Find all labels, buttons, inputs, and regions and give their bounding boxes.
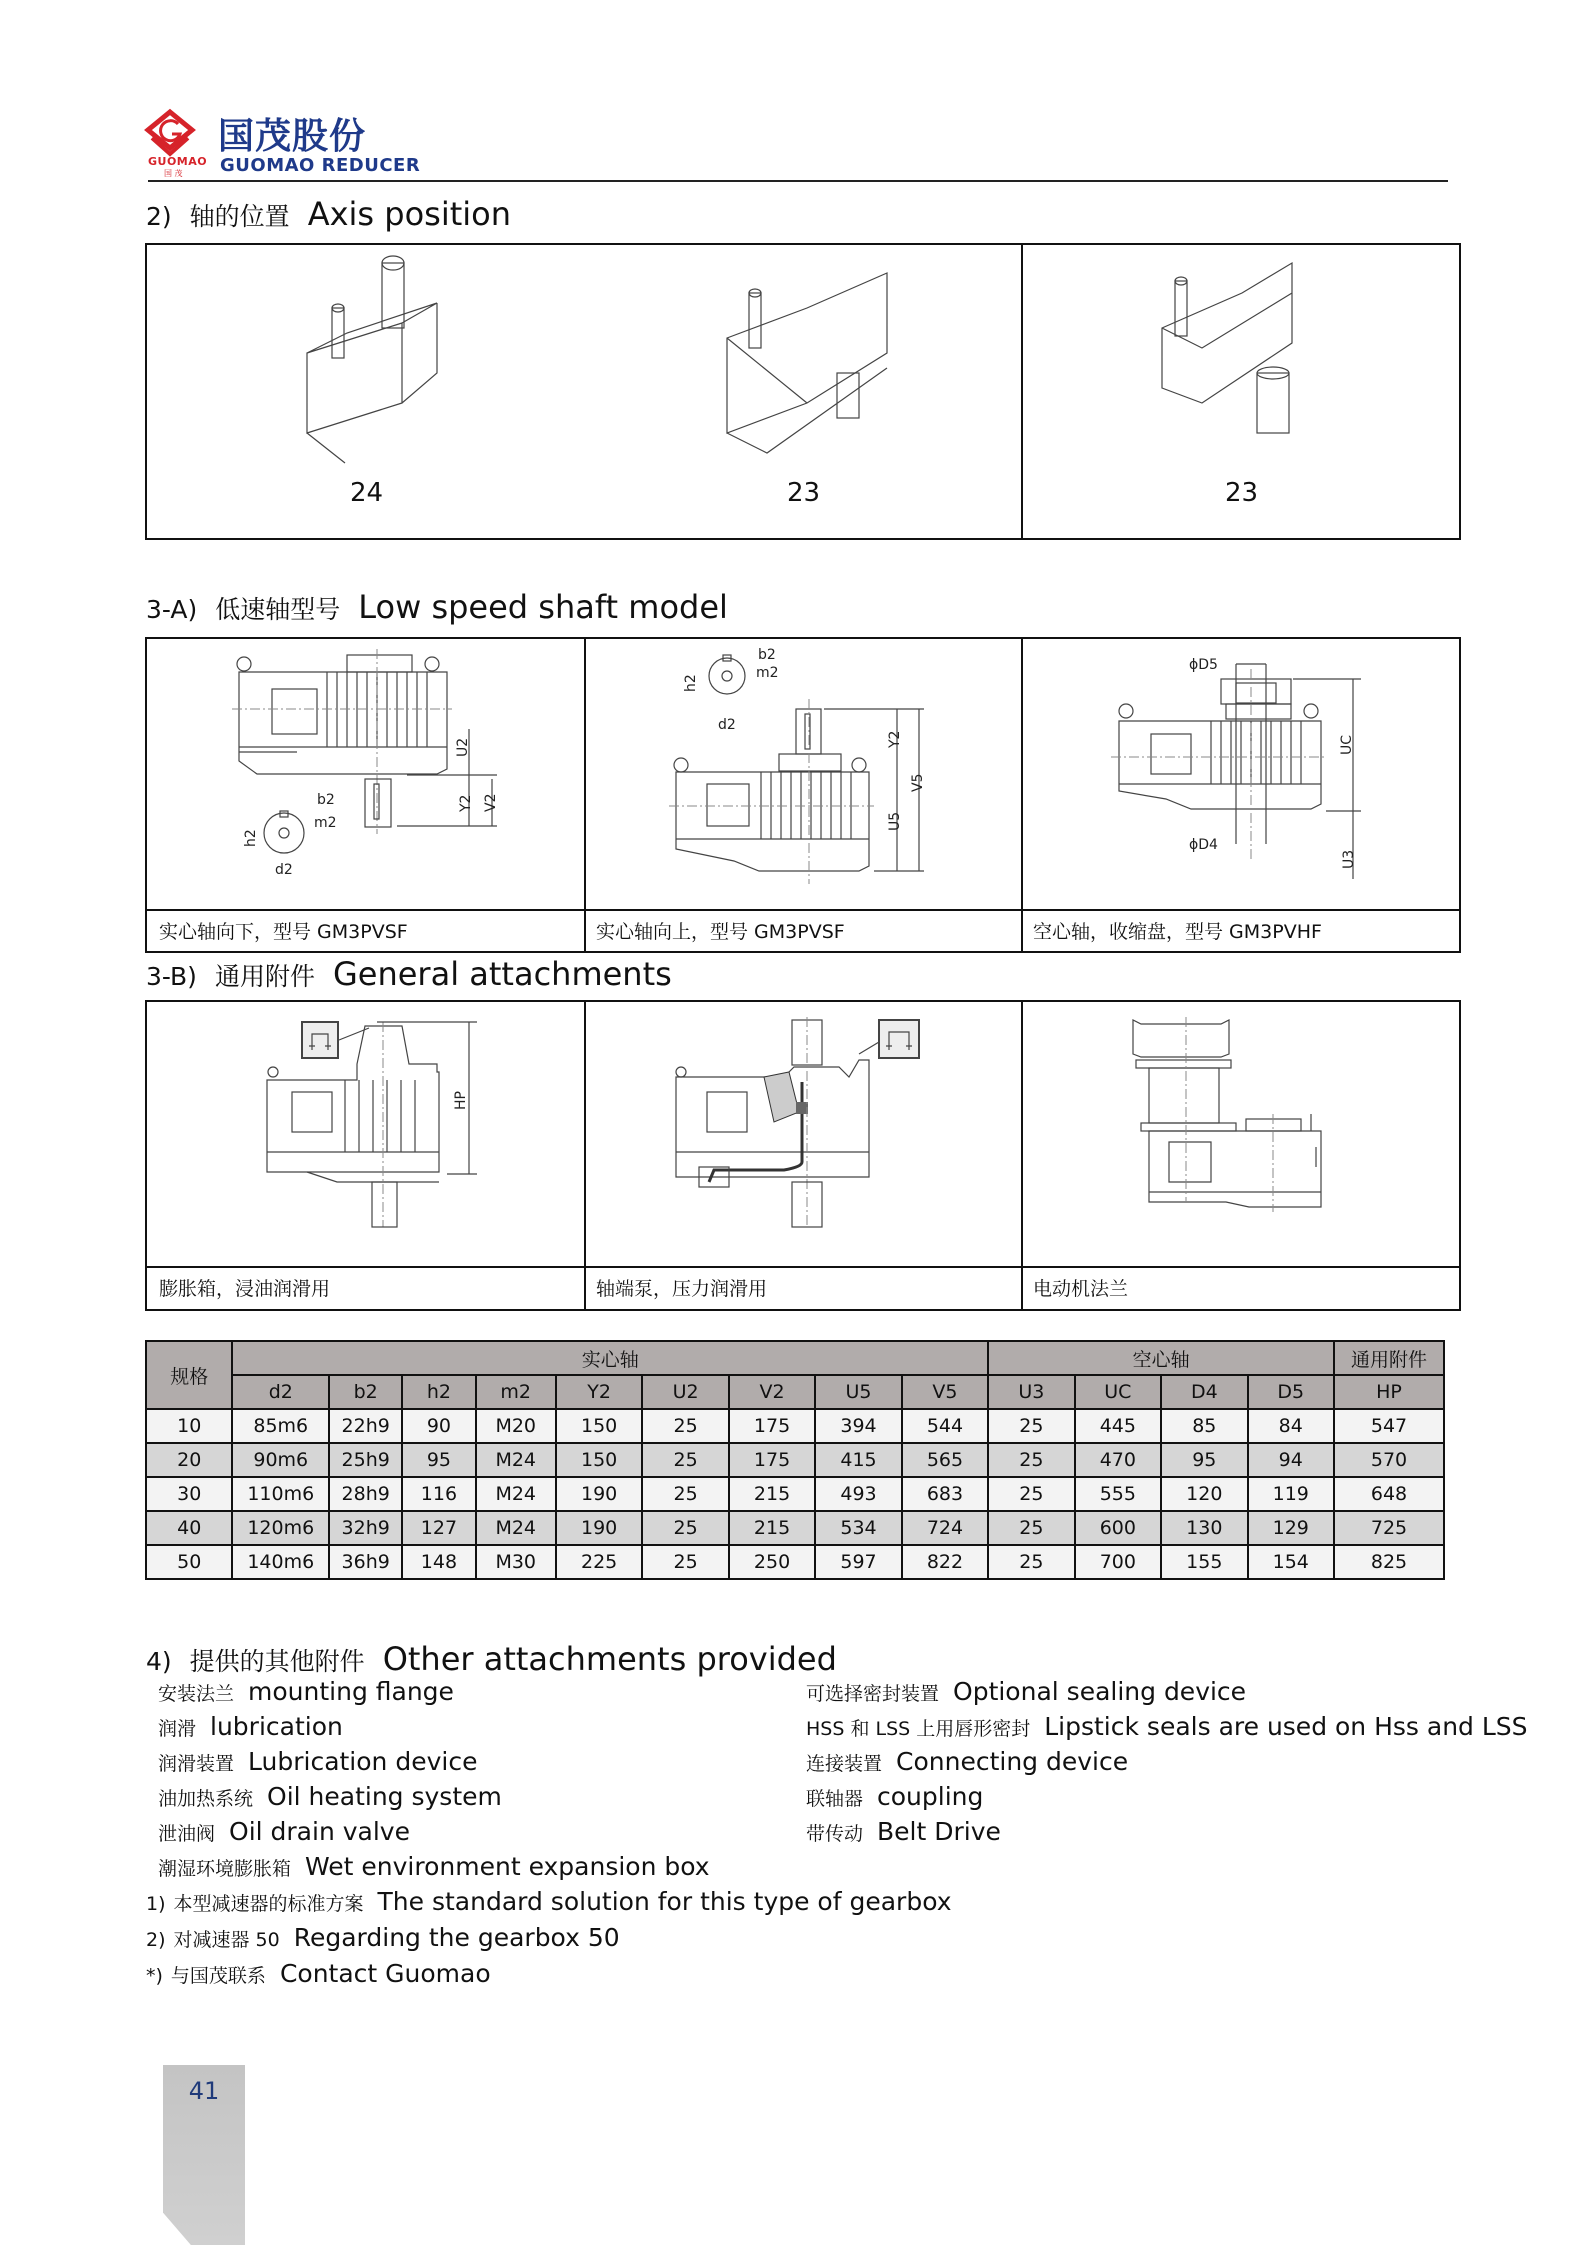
- table-cell: 148: [402, 1545, 475, 1579]
- table-cell: 544: [902, 1409, 988, 1443]
- attachment-item: [806, 1677, 1246, 1706]
- item-cn: 安装法兰: [158, 1683, 235, 1705]
- svg-text:U5: U5: [887, 811, 903, 831]
- attachment-item: [158, 1712, 343, 1741]
- attachment-item: [158, 1747, 477, 1776]
- table-cell: 32h9: [329, 1511, 402, 1545]
- table-cell: 25: [642, 1545, 728, 1579]
- table-cell: 36h9: [329, 1545, 402, 1579]
- attachment-caption: 膨胀箱，浸油润滑用: [159, 1278, 331, 1300]
- table-cell: 150: [556, 1409, 642, 1443]
- axis-position-label: 24: [350, 478, 384, 508]
- table-cell: 25: [988, 1443, 1074, 1477]
- table-cell: M30: [476, 1545, 556, 1579]
- hollow-shaft-drawing: [1021, 639, 1461, 904]
- table-cell: 724: [902, 1511, 988, 1545]
- table-cell: 90: [402, 1409, 475, 1443]
- table-cell: 175: [729, 1409, 815, 1443]
- item-en: Belt Drive: [877, 1817, 1001, 1846]
- table-cell: 129: [1248, 1511, 1334, 1545]
- section-title-cn: 轴的位置: [189, 202, 290, 231]
- section-title-cn: 提供的其他附件: [189, 1647, 365, 1676]
- table-cell: 250: [729, 1545, 815, 1579]
- svg-text:V2: V2: [483, 793, 499, 812]
- item-cn: 潮湿环境膨胀箱: [158, 1858, 292, 1880]
- table-cell: 470: [1075, 1443, 1161, 1477]
- column-header: UC: [1075, 1375, 1161, 1409]
- shaft-caption: 实心轴向上，型号 GM3PVSF: [596, 921, 845, 943]
- svg-text:h2: h2: [243, 829, 259, 847]
- svg-text:Y2: Y2: [458, 794, 474, 812]
- table-cell: 825: [1334, 1545, 1444, 1579]
- general-attachments-panel: [145, 1000, 1461, 1311]
- item-cn: 油加热系统: [158, 1788, 254, 1810]
- axis-position-label: 23: [787, 478, 821, 508]
- table-corner-header: 规格: [146, 1341, 232, 1409]
- table-cell: 570: [1334, 1443, 1444, 1477]
- svg-text:ϕD4: ϕD4: [1189, 837, 1218, 853]
- svg-text:Y2: Y2: [887, 730, 903, 748]
- column-header: V2: [729, 1375, 815, 1409]
- table-cell: 130: [1161, 1511, 1247, 1545]
- column-header: h2: [402, 1375, 475, 1409]
- attachment-item: [806, 1747, 1128, 1776]
- table-cell: 120m6: [232, 1511, 329, 1545]
- item-cn: 带传动: [806, 1823, 864, 1845]
- column-header: U3: [988, 1375, 1074, 1409]
- note-mark: *): [146, 1965, 163, 1987]
- axis-position-panel: [145, 243, 1461, 540]
- brand-name-en: GUOMAO REDUCER: [220, 155, 421, 176]
- shaft-caption: 实心轴向下，型号 GM3PVSF: [159, 921, 408, 943]
- table-cell: 22h9: [329, 1409, 402, 1443]
- spec-table-body: [146, 1409, 1444, 1579]
- section-title-cn: 低速轴型号: [215, 595, 341, 624]
- section-number: 4): [146, 1647, 172, 1676]
- gearbox-axis-23-drawing: [707, 253, 927, 473]
- header-divider: [148, 180, 1448, 182]
- attachment-item: [806, 1712, 1528, 1741]
- svg-text:b2: b2: [317, 792, 335, 808]
- table-cell: 547: [1334, 1409, 1444, 1443]
- item-cn: 连接装置: [806, 1753, 883, 1775]
- table-cell: 25: [988, 1409, 1074, 1443]
- svg-text:U2: U2: [455, 737, 471, 757]
- item-cn: 泄油阀: [158, 1823, 216, 1845]
- item-en: lubrication: [210, 1712, 343, 1741]
- attachment-item: [146, 1959, 491, 1988]
- item-en: Optional sealing device: [953, 1677, 1247, 1706]
- table-row: [146, 1477, 1444, 1511]
- shaft-caption: 空心轴，收缩盘，型号 GM3PVHF: [1033, 921, 1322, 943]
- svg-text:UC: UC: [1339, 734, 1355, 755]
- section-title-other-attachments: [146, 1640, 837, 1678]
- table-cell: 85: [1161, 1409, 1247, 1443]
- gearbox-axis-23b-drawing: [1142, 253, 1362, 483]
- column-header: D4: [1161, 1375, 1247, 1409]
- attachment-item: [158, 1677, 454, 1706]
- note-mark: 1): [146, 1893, 166, 1915]
- item-en: coupling: [877, 1782, 984, 1811]
- shaft-down-drawing: [147, 639, 577, 904]
- divider: [147, 1266, 1459, 1268]
- column-header: D5: [1248, 1375, 1334, 1409]
- section-title-axis-position: [146, 195, 511, 233]
- table-cell: 110m6: [232, 1477, 329, 1511]
- table-cell: 155: [1161, 1545, 1247, 1579]
- hp-dimension-label: HP: [453, 1091, 469, 1110]
- table-cell: 28h9: [329, 1477, 402, 1511]
- note-mark: 2): [146, 1929, 166, 1951]
- attachment-item: [806, 1817, 1001, 1846]
- table-cell: 25: [988, 1545, 1074, 1579]
- size-cell: 20: [146, 1443, 232, 1477]
- table-row: [146, 1545, 1444, 1579]
- expansion-tank-drawing: [147, 1002, 577, 1262]
- item-cn: 润滑装置: [158, 1753, 235, 1775]
- table-cell: 116: [402, 1477, 475, 1511]
- table-cell: 700: [1075, 1545, 1161, 1579]
- shaft-end-pump-drawing: [584, 1002, 1014, 1262]
- column-header: U2: [642, 1375, 728, 1409]
- column-header: b2: [329, 1375, 402, 1409]
- item-cn: 与国茂联系: [170, 1965, 266, 1987]
- attachment-item: [158, 1782, 502, 1811]
- logo-small-text: 国 茂: [164, 169, 183, 178]
- table-cell: 25: [988, 1477, 1074, 1511]
- attachment-caption: 轴端泵，压力润滑用: [596, 1278, 768, 1300]
- table-cell: M24: [476, 1477, 556, 1511]
- table-cell: 140m6: [232, 1545, 329, 1579]
- table-cell: 445: [1075, 1409, 1161, 1443]
- section-number: 2): [146, 202, 172, 231]
- table-cell: 725: [1334, 1511, 1444, 1545]
- item-en: Regarding the gearbox 50: [293, 1923, 620, 1952]
- brand-logo: [148, 108, 448, 182]
- brand-name-cn: 国茂股份: [218, 116, 367, 157]
- table-cell: 25: [988, 1511, 1074, 1545]
- column-header: m2: [476, 1375, 556, 1409]
- table-cell: 84: [1248, 1409, 1334, 1443]
- table-cell: 415: [815, 1443, 901, 1477]
- item-cn: 对减速器 50: [173, 1929, 280, 1951]
- table-cell: 534: [815, 1511, 901, 1545]
- section-title-low-speed-shaft: [146, 588, 728, 626]
- item-en: Contact Guomao: [279, 1959, 491, 1988]
- attachment-item: [146, 1887, 952, 1916]
- item-en: mounting flange: [248, 1677, 454, 1706]
- group-header-solid-shaft: 实心轴: [232, 1341, 988, 1375]
- table-cell: 25h9: [329, 1443, 402, 1477]
- table-cell: 493: [815, 1477, 901, 1511]
- table-cell: 683: [902, 1477, 988, 1511]
- item-en: Lipstick seals are used on Hss and LSS: [1044, 1712, 1528, 1741]
- table-cell: 95: [402, 1443, 475, 1477]
- table-cell: 94: [1248, 1443, 1334, 1477]
- table-cell: 150: [556, 1443, 642, 1477]
- table-cell: 190: [556, 1477, 642, 1511]
- svg-text:h2: h2: [683, 674, 699, 692]
- table-cell: 85m6: [232, 1409, 329, 1443]
- svg-text:U3: U3: [1341, 849, 1357, 869]
- group-header-general-attachments: 通用附件: [1334, 1341, 1444, 1375]
- section-title-en: Low speed shaft model: [358, 588, 728, 626]
- table-cell: 120: [1161, 1477, 1247, 1511]
- section-title-en: Axis position: [307, 195, 511, 233]
- seal-detail-icon: [302, 1022, 338, 1058]
- column-header: U5: [815, 1375, 901, 1409]
- logo-text: GUOMAO: [148, 155, 208, 168]
- table-cell: 95: [1161, 1443, 1247, 1477]
- attachment-item: [806, 1782, 983, 1811]
- section-title-cn: 通用附件: [214, 962, 315, 991]
- item-en: Connecting device: [896, 1747, 1129, 1776]
- table-cell: 25: [642, 1443, 728, 1477]
- svg-text:d2: d2: [275, 862, 293, 878]
- svg-text:b2: b2: [758, 647, 776, 663]
- page-number: 41: [188, 2077, 220, 2105]
- item-en: The standard solution for this type of gearbox: [377, 1887, 952, 1916]
- table-cell: 394: [815, 1409, 901, 1443]
- item-cn: 润滑: [158, 1718, 197, 1740]
- table-cell: 25: [642, 1409, 728, 1443]
- svg-text:m2: m2: [756, 665, 779, 681]
- table-cell: M24: [476, 1511, 556, 1545]
- table-row: [146, 1443, 1444, 1477]
- column-header-row: [146, 1375, 1444, 1409]
- svg-text:d2: d2: [718, 717, 736, 733]
- table-cell: 190: [556, 1511, 642, 1545]
- table-cell: 225: [556, 1545, 642, 1579]
- table-cell: 127: [402, 1511, 475, 1545]
- seal-detail-icon: [879, 1020, 919, 1058]
- attachment-item: [158, 1817, 410, 1846]
- size-cell: 30: [146, 1477, 232, 1511]
- spec-table: [145, 1340, 1445, 1580]
- item-cn: 联轴器: [806, 1788, 864, 1810]
- size-cell: 50: [146, 1545, 232, 1579]
- table-row: [146, 1511, 1444, 1545]
- svg-text:V5: V5: [910, 773, 926, 792]
- item-cn: HSS 和 LSS 上用唇形密封: [806, 1718, 1031, 1740]
- item-en: Oil heating system: [267, 1782, 502, 1811]
- table-cell: 25: [642, 1477, 728, 1511]
- table-cell: 215: [729, 1477, 815, 1511]
- axis-position-label: 23: [1225, 478, 1259, 508]
- attachment-item: [146, 1923, 620, 1952]
- table-row: [146, 1409, 1444, 1443]
- table-cell: 119: [1248, 1477, 1334, 1511]
- section-title-en: Other attachments provided: [382, 1640, 837, 1678]
- item-cn: 本型减速器的标准方案: [173, 1893, 364, 1915]
- section-number: 3-A): [146, 595, 198, 624]
- table-cell: 25: [642, 1511, 728, 1545]
- column-header: d2: [232, 1375, 329, 1409]
- divider: [147, 909, 1459, 911]
- attachment-caption: 电动机法兰: [1033, 1278, 1129, 1300]
- svg-text:ϕD5: ϕD5: [1189, 657, 1218, 673]
- table-cell: 600: [1075, 1511, 1161, 1545]
- section-title-general-attachments: [146, 955, 672, 993]
- table-cell: 822: [902, 1545, 988, 1579]
- size-cell: 40: [146, 1511, 232, 1545]
- table-cell: 90m6: [232, 1443, 329, 1477]
- motor-flange-drawing: [1021, 1002, 1461, 1262]
- attachment-item: [158, 1852, 710, 1881]
- table-cell: 565: [902, 1443, 988, 1477]
- table-cell: 648: [1334, 1477, 1444, 1511]
- table-cell: 597: [815, 1545, 901, 1579]
- column-header: Y2: [556, 1375, 642, 1409]
- table-cell: 154: [1248, 1545, 1334, 1579]
- column-header: HP: [1334, 1375, 1444, 1409]
- divider: [1021, 245, 1023, 538]
- table-cell: 555: [1075, 1477, 1161, 1511]
- table-cell: M24: [476, 1443, 556, 1477]
- gearbox-axis-24-drawing: [287, 253, 487, 453]
- item-en: Lubrication device: [248, 1747, 478, 1776]
- column-header: V5: [902, 1375, 988, 1409]
- section-number: 3-B): [146, 962, 197, 991]
- table-cell: M20: [476, 1409, 556, 1443]
- table-cell: 215: [729, 1511, 815, 1545]
- low-speed-shaft-panel: [145, 637, 1461, 953]
- section-title-en: General attachments: [332, 955, 672, 993]
- item-cn: 可选择密封装置: [806, 1683, 940, 1705]
- size-cell: 10: [146, 1409, 232, 1443]
- item-en: Oil drain valve: [229, 1817, 410, 1846]
- table-cell: 175: [729, 1443, 815, 1477]
- shaft-up-drawing: [584, 639, 1014, 904]
- item-en: Wet environment expansion box: [305, 1852, 710, 1881]
- group-header-hollow-shaft: 空心轴: [988, 1341, 1334, 1375]
- svg-text:m2: m2: [314, 815, 337, 831]
